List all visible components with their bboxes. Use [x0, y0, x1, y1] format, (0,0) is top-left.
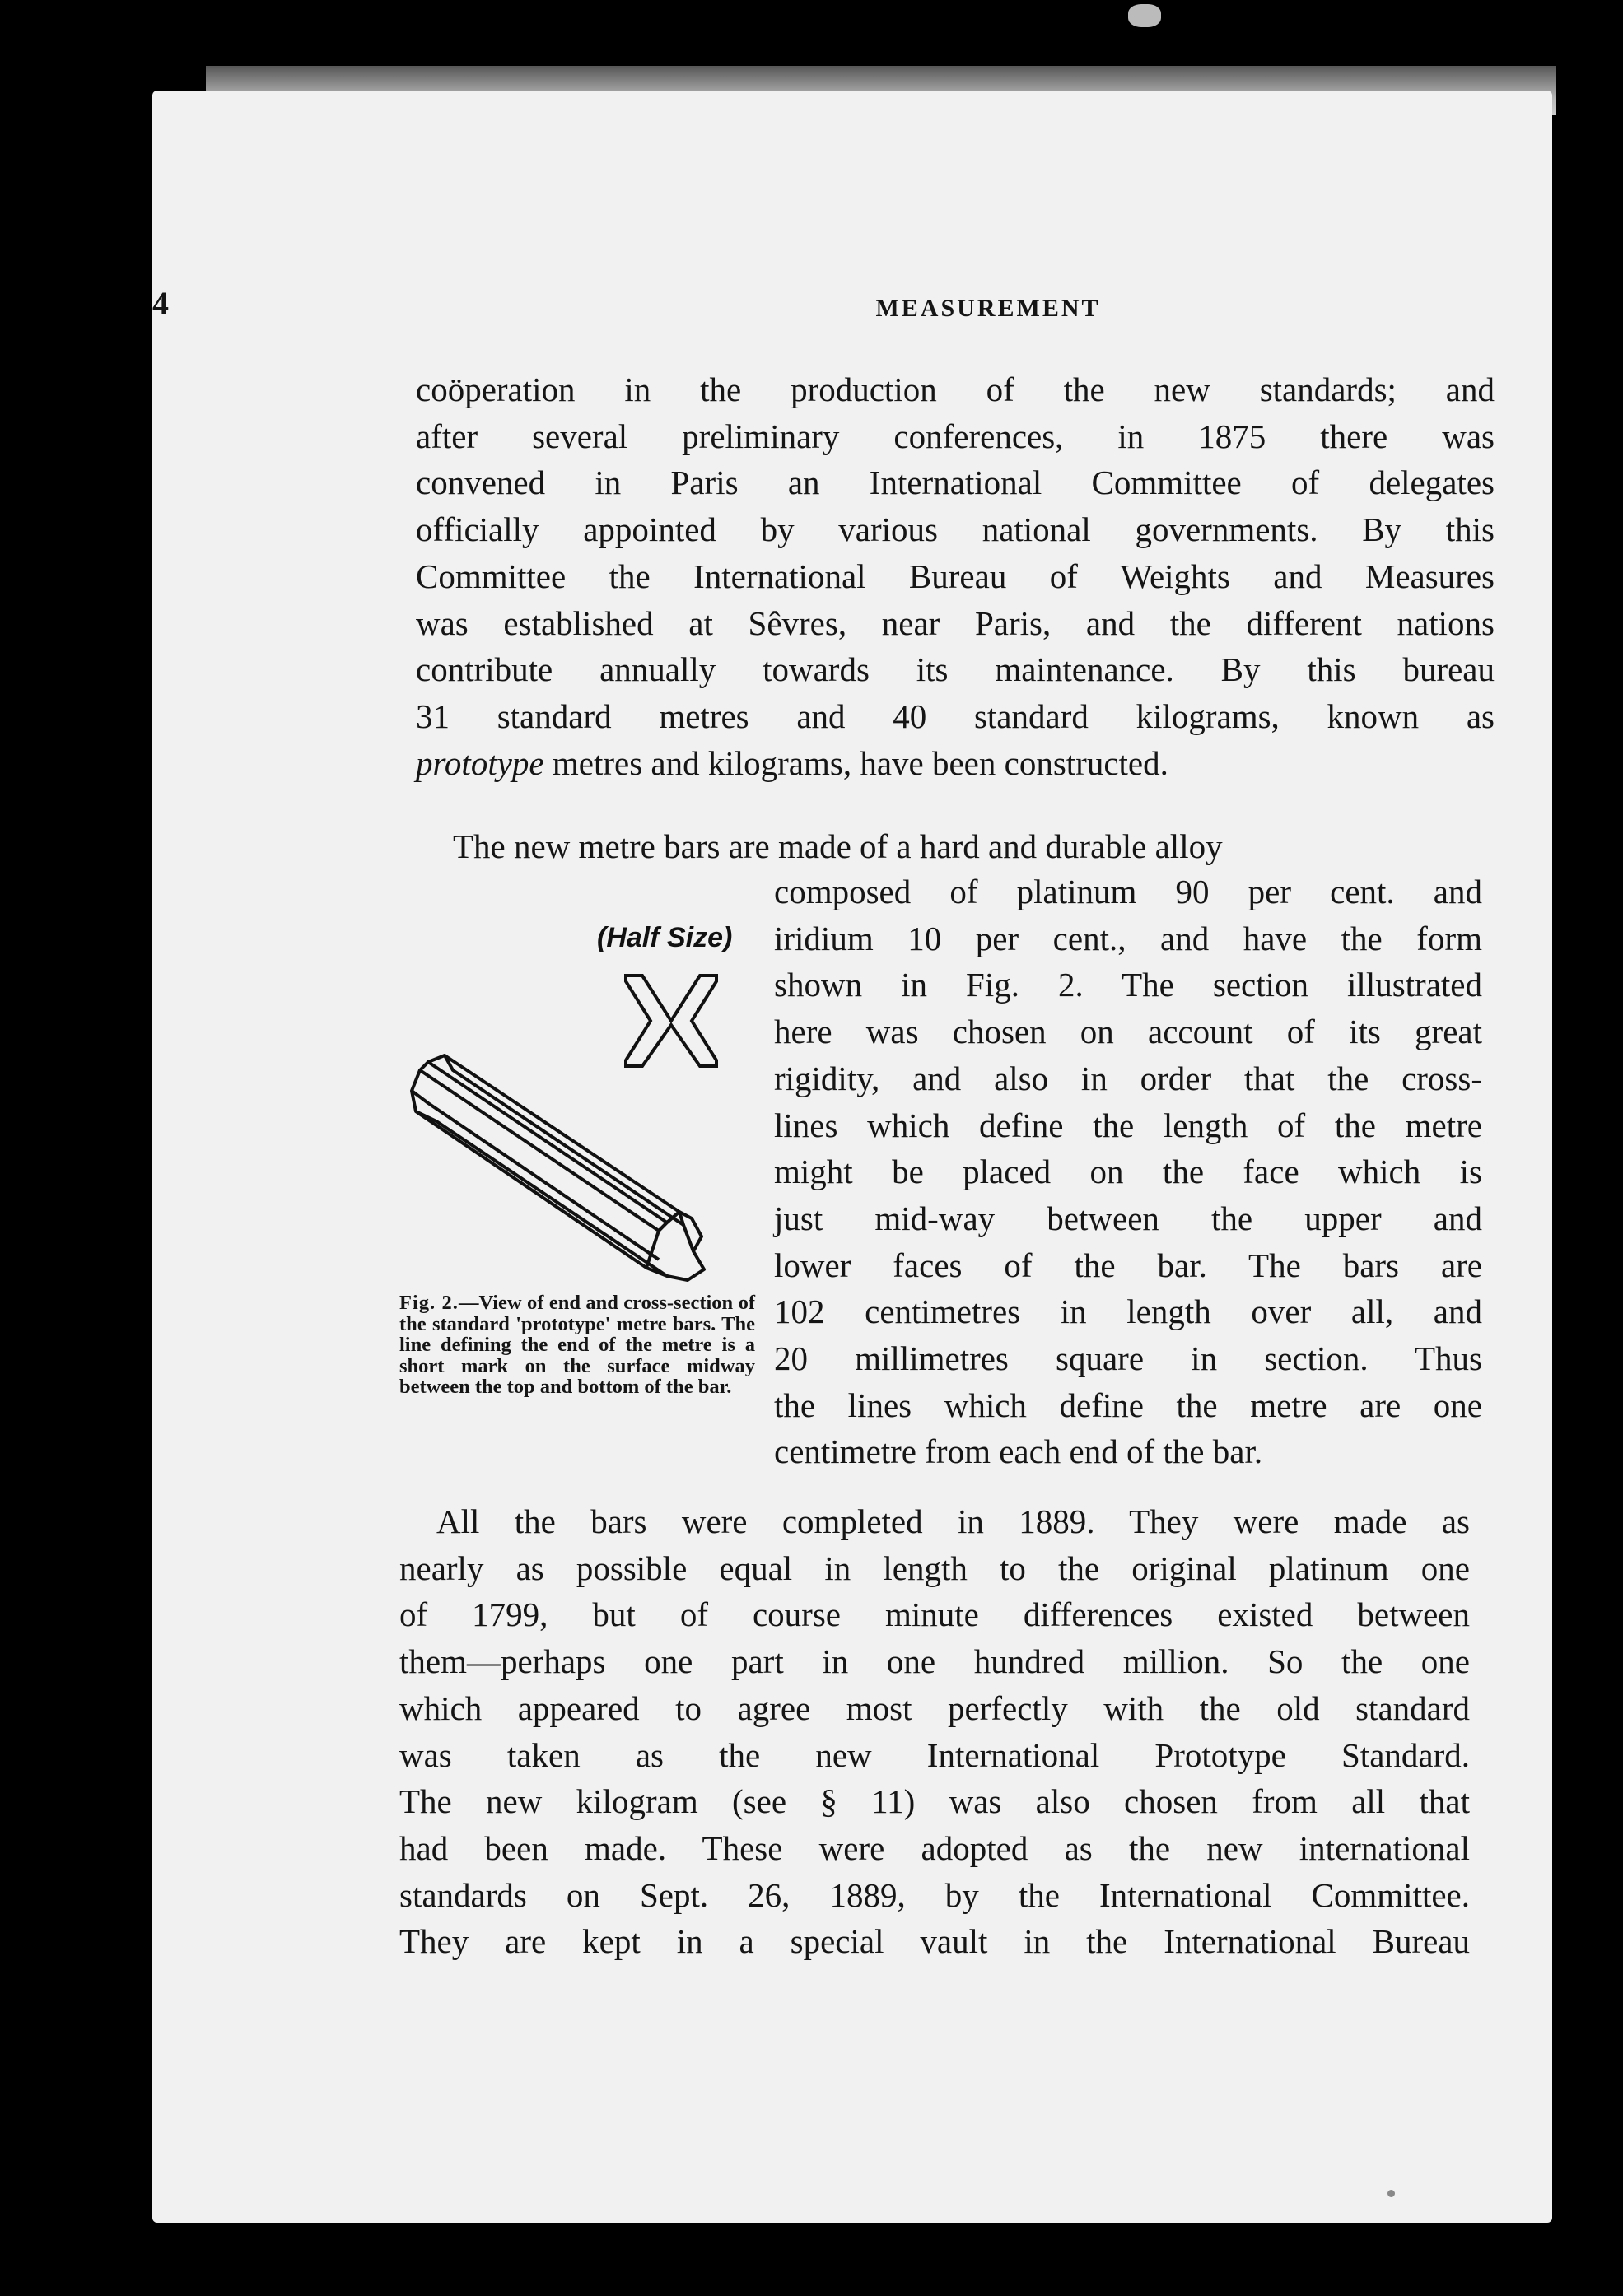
text-line: They are kept in a special vault in the International Bureau	[399, 1922, 1470, 1961]
paragraph-2-first-line	[453, 823, 1490, 870]
text-line: contribute annually towards its maintenance. By this bureau	[416, 650, 1495, 689]
text-line: which appeared to agree most perfectly with the old standard	[399, 1688, 1470, 1727]
text-line: convened in Paris an International Committee of delegates	[416, 463, 1495, 502]
text-line: iridium 10 per cent., and have the form	[774, 919, 1482, 957]
text-line: composed of platinum 90 per cent. and	[774, 873, 1482, 910]
metre-bar-figure	[395, 914, 758, 1284]
text-line: here was chosen on account of its great	[774, 1013, 1482, 1051]
text-line: them—perhaps one part in one hundred million. So the one	[399, 1642, 1470, 1681]
text-line: 102 centimetres in length over all, and	[774, 1292, 1482, 1331]
text-line: rigidity, and also in order that the cross-	[774, 1059, 1482, 1097]
scan-speck	[1387, 2190, 1395, 2197]
running-head: MEASUREMENT	[875, 295, 1101, 322]
caption-figure-number: Fig. 2.	[399, 1292, 459, 1314]
text-line: lower faces of the bar. The bars are	[774, 1246, 1482, 1284]
paragraph-1	[416, 366, 1495, 786]
text-line: might be placed on the face which is	[774, 1153, 1482, 1191]
text-line: The new kilogram (see § 11) was also chosen from all that	[399, 1782, 1470, 1821]
scan-speck	[1128, 4, 1161, 27]
text-line: officially appointed by various national governments. By this	[416, 510, 1495, 549]
figure-caption	[399, 1292, 755, 1398]
text-line: the lines which define the metre are one	[774, 1386, 1482, 1424]
text-line: 20 millimetres square in section. Thus	[774, 1339, 1482, 1378]
text-line: standards on Sept. 26, 1889, by the International Committee.	[399, 1875, 1470, 1914]
cross-section-icon	[626, 976, 716, 1066]
text-line: The new metre bars are made of a hard and durable alloy	[453, 827, 1223, 865]
text-line: nearly as possible equal in length to the original platinum one	[399, 1549, 1470, 1587]
text-line: of 1799, but of course minute differences existed between	[399, 1595, 1470, 1634]
text-line: had been made. These were adopted as the new international	[399, 1828, 1470, 1867]
text-line: 31 standard metres and 40 standard kilograms, known as	[416, 696, 1495, 735]
text-line: was taken as the new International Prototype Standard.	[399, 1735, 1470, 1774]
text-line: after several preliminary conferences, in 1875 there was	[416, 417, 1495, 455]
text-line-last: prototype metres and kilograms, have been constructed.	[416, 743, 1168, 782]
text-line: lines which define the length of the metre	[774, 1106, 1482, 1144]
paragraph-3	[399, 1498, 1470, 1965]
text-line: Committee the International Bureau of Weights and Measures	[416, 557, 1495, 595]
text-line: just mid-way between the upper and	[774, 1199, 1482, 1237]
page-number: 4	[152, 285, 169, 322]
caption-text: —View of end and cross-section of the standard 'prototype' metre bars. The line defining the end of the metre is a short mark on the surface midway between the top and bottom of the bar.	[399, 1292, 755, 1398]
paragraph-2-wrapped	[774, 869, 1482, 1475]
half-size-label: (Half Size)	[597, 922, 733, 953]
text-line: was established at Sêvres, near Paris, and the different nations	[416, 603, 1495, 642]
text-line-last: centimetre from each end of the bar.	[774, 1432, 1263, 1471]
text-line: shown in Fig. 2. The section illustrated	[774, 966, 1482, 1004]
text-line: coöperation in the production of the new standards; and	[416, 370, 1495, 408]
text-line: All the bars were completed in 1889. They were made as	[436, 1502, 1470, 1540]
bar-perspective-icon	[412, 1055, 704, 1280]
